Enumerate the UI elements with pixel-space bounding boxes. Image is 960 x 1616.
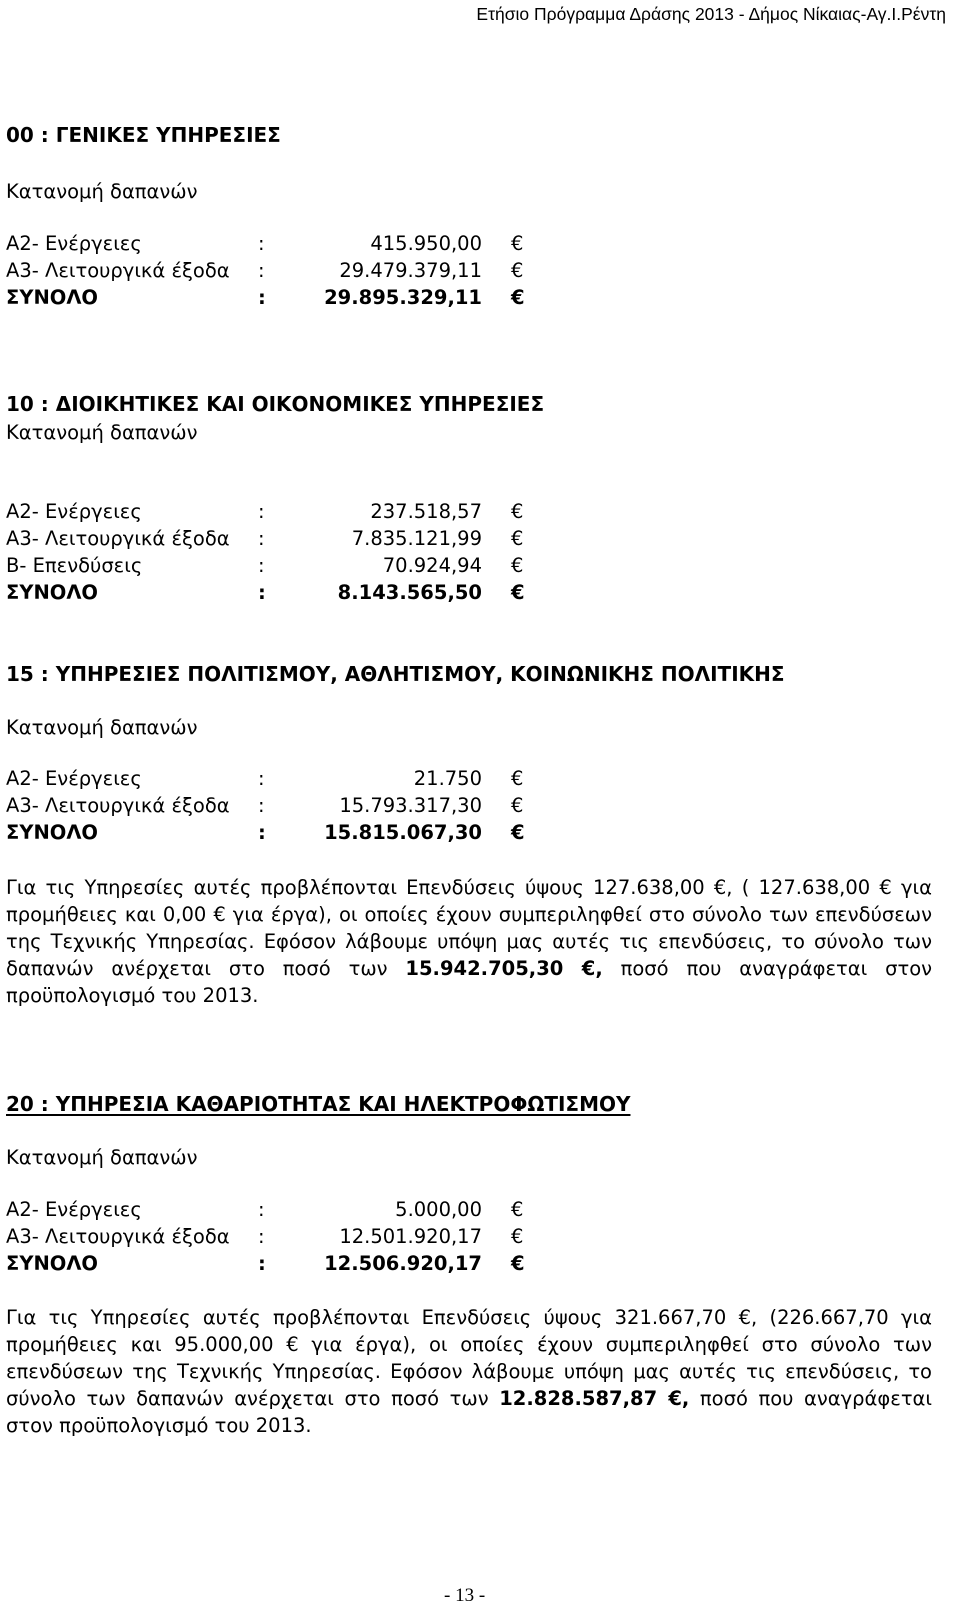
investment-note bbox=[6, 1304, 932, 1439]
euro-icon: € bbox=[511, 1252, 525, 1275]
expense-label: Α3- Λειτουργικά έξοδα bbox=[6, 1225, 230, 1248]
expense-label: Α2- Ενέργειες bbox=[6, 767, 142, 790]
total-amount: 29.895.329,11 bbox=[324, 286, 482, 309]
euro-icon: € bbox=[511, 581, 525, 604]
expense-amount: 21.750 bbox=[413, 767, 482, 790]
euro-icon: € bbox=[511, 286, 525, 309]
total-label: ΣΥΝΟΛΟ bbox=[6, 1252, 99, 1275]
euro-icon: € bbox=[511, 1198, 524, 1221]
colon: : bbox=[258, 554, 265, 577]
expense-row bbox=[6, 232, 526, 260]
expense-row bbox=[6, 1198, 526, 1226]
expense-row bbox=[6, 1225, 526, 1253]
expense-row bbox=[6, 767, 526, 795]
total-amount: 8.143.565,50 bbox=[337, 581, 482, 604]
colon: : bbox=[258, 1198, 265, 1221]
section-title: 15 : ΥΠΗΡΕΣΙΕΣ ΠΟΛΙΤΙΣΜΟΥ, ΑΘΛΗΤΙΣΜΟΥ, ΚΟΙΝΩΝΙΚΗΣ ΠΟΛΙΤΙΚΗΣ bbox=[6, 662, 785, 686]
colon: : bbox=[258, 259, 265, 282]
expense-label: Α2- Ενέργειες bbox=[6, 1198, 142, 1221]
note-text: ποσό που αναγράφεται στον προϋπολογισμό του 2013. bbox=[6, 1387, 933, 1437]
expense-label: Β- Επενδύσεις bbox=[6, 554, 143, 577]
expense-amount: 70.924,94 bbox=[382, 554, 482, 577]
page-number: - 13 - bbox=[444, 1585, 486, 1606]
colon: : bbox=[258, 581, 266, 604]
total-row bbox=[6, 581, 526, 609]
euro-icon: € bbox=[511, 767, 524, 790]
section-subtitle: Κατανομή δαπανών bbox=[6, 180, 198, 203]
expense-row bbox=[6, 527, 526, 555]
expense-row bbox=[6, 794, 526, 822]
colon: : bbox=[258, 1225, 265, 1248]
section-title: 10 : ΔΙΟΙΚΗΤΙΚΕΣ ΚΑΙ ΟΙΚΟΝΟΜΙΚΕΣ ΥΠΗΡΕΣΙΕΣ bbox=[6, 392, 545, 416]
euro-icon: € bbox=[511, 821, 525, 844]
expense-row bbox=[6, 554, 526, 582]
euro-icon: € bbox=[511, 527, 524, 550]
colon: : bbox=[258, 767, 265, 790]
total-row bbox=[6, 286, 526, 314]
note-total-amount: 12.828.587,87 €, bbox=[499, 1387, 690, 1410]
note-text: Για τις Υπηρεσίες αυτές προβλέπονται Επενδύσεις ύψους 321.667,70 €, (226.667,70 για προμήθειες και 95.000,00 € για έργα), οι οποίες έχουν συμπεριληφθεί στο σύνολο των επενδύσεων της Τεχνικής Υπηρεσίας. Εφόσον λάβουμε υπόψη μας αυτές τις επενδύσεις, το σύνολο των δαπανών ανέρχεται στο ποσό των bbox=[6, 1306, 932, 1410]
total-amount: 15.815.067,30 bbox=[324, 821, 482, 844]
total-amount: 12.506.920,17 bbox=[324, 1252, 482, 1275]
section-subtitle: Κατανομή δαπανών bbox=[6, 421, 198, 444]
expense-amount: 5.000,00 bbox=[395, 1198, 482, 1221]
colon: : bbox=[258, 794, 265, 817]
section-subtitle: Κατανομή δαπανών bbox=[6, 1146, 198, 1169]
expense-row bbox=[6, 500, 526, 528]
expense-label: Α3- Λειτουργικά έξοδα bbox=[6, 527, 230, 550]
euro-icon: € bbox=[511, 259, 524, 282]
expense-amount: 12.501.920,17 bbox=[339, 1225, 482, 1248]
expense-label: Α3- Λειτουργικά έξοδα bbox=[6, 794, 230, 817]
expense-row bbox=[6, 259, 526, 287]
euro-icon: € bbox=[511, 232, 524, 255]
expense-label: Α2- Ενέργειες bbox=[6, 232, 142, 255]
section-title: 20 : ΥΠΗΡΕΣΙΑ ΚΑΘΑΡΙΟΤΗΤΑΣ ΚΑΙ ΗΛΕΚΤΡΟΦΩΤΙΣΜΟΥ bbox=[6, 1092, 631, 1116]
expense-amount: 29.479.379,11 bbox=[339, 259, 482, 282]
colon: : bbox=[258, 527, 265, 550]
total-row bbox=[6, 821, 526, 849]
expense-amount: 7.835.121,99 bbox=[351, 527, 482, 550]
section-subtitle: Κατανομή δαπανών bbox=[6, 716, 198, 739]
section-title: 00 : ΓΕΝΙΚΕΣ ΥΠΗΡΕΣΙΕΣ bbox=[6, 123, 281, 147]
total-row bbox=[6, 1252, 526, 1280]
page-header: Ετήσιο Πρόγραμμα Δράσης 2013 - Δήμος Νίκαιας-Αγ.Ι.Ρέντη bbox=[476, 4, 946, 24]
total-label: ΣΥΝΟΛΟ bbox=[6, 286, 99, 309]
note-text: ποσό που αναγράφεται στον προϋπολογισμό του 2013. bbox=[6, 957, 933, 1007]
euro-icon: € bbox=[511, 1225, 524, 1248]
expense-amount: 415.950,00 bbox=[370, 232, 482, 255]
total-label: ΣΥΝΟΛΟ bbox=[6, 581, 99, 604]
euro-icon: € bbox=[511, 500, 524, 523]
expense-amount: 15.793.317,30 bbox=[339, 794, 482, 817]
euro-icon: € bbox=[511, 554, 524, 577]
note-text: Για τις Υπηρεσίες αυτές προβλέπονται Επενδύσεις ύψους 127.638,00 €, ( 127.638,00 € για προμήθειες και 0,00 € για έργα), οι οποίες έχουν συμπεριληφθεί στο σύνολο των επενδύσεων της Τεχνικής Υπηρεσίας. Εφόσον λάβουμε υπόψη μας αυτές τις επενδύσεις, το σύνολο των δαπανών ανέρχεται στο ποσό των bbox=[6, 876, 932, 980]
note-total-amount: 15.942.705,30 €, bbox=[405, 957, 603, 980]
expense-label: Α2- Ενέργειες bbox=[6, 500, 142, 523]
colon: : bbox=[258, 1252, 266, 1275]
colon: : bbox=[258, 500, 265, 523]
investment-note bbox=[6, 874, 932, 1009]
colon: : bbox=[258, 232, 265, 255]
euro-icon: € bbox=[511, 794, 524, 817]
expense-label: Α3- Λειτουργικά έξοδα bbox=[6, 259, 230, 282]
colon: : bbox=[258, 821, 266, 844]
expense-amount: 237.518,57 bbox=[370, 500, 482, 523]
total-label: ΣΥΝΟΛΟ bbox=[6, 821, 99, 844]
colon: : bbox=[258, 286, 266, 309]
